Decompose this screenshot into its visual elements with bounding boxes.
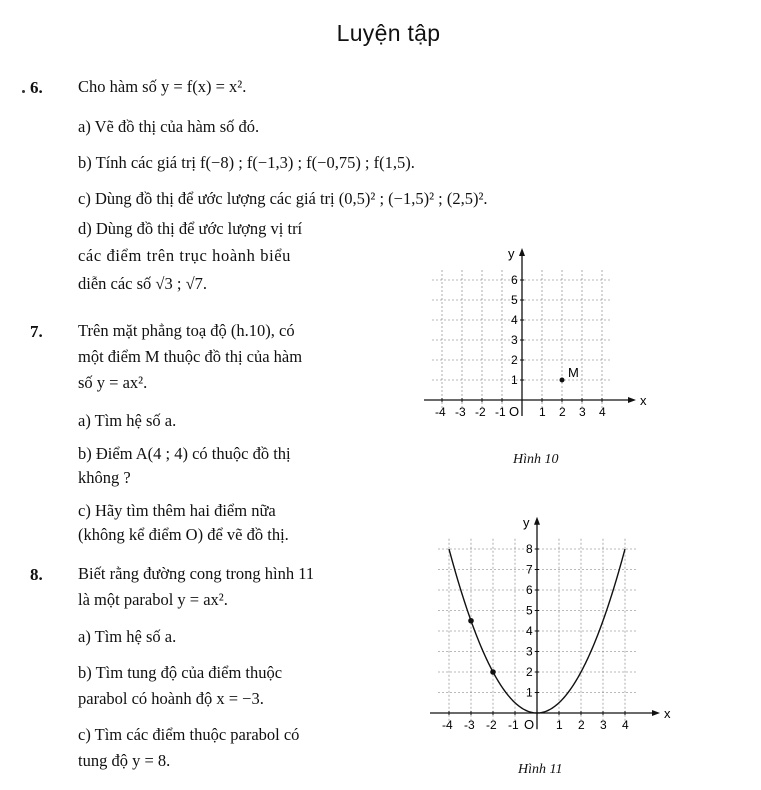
x-tick-label: 3 <box>579 405 586 419</box>
parabola-point <box>490 669 496 675</box>
figure-10-origin-label: O <box>509 404 520 419</box>
point-m-marker <box>560 378 565 383</box>
figure-10-chart <box>410 225 680 430</box>
x-tick-label: 4 <box>599 405 606 419</box>
y-tick-label: 4 <box>511 313 518 327</box>
x-tick-label: -1 <box>508 718 519 732</box>
exercise-7-number: 7. <box>30 322 43 341</box>
y-tick-label: 1 <box>526 685 533 700</box>
x-tick-label: 2 <box>559 405 566 419</box>
y-tick-label: 5 <box>511 293 518 307</box>
exercise-6-number: 6. <box>30 78 43 97</box>
exercise-6-intro: Cho hàm số y = f(x) = x². <box>78 77 247 96</box>
figure-10-caption: Hình 10 <box>513 452 559 467</box>
x-axis-arrow <box>628 397 636 403</box>
y-tick-label: 7 <box>526 562 533 577</box>
exercise-6-c: c) Dùng đồ thị để ước lượng các giá trị (0,5)² ; (−1,5)² ; (2,5)². <box>78 189 488 208</box>
y-tick-label: 2 <box>511 353 518 367</box>
figure-11-y-axis-label: y <box>523 514 530 530</box>
exercise-6-a: a) Vẽ đồ thị của hàm số đó. <box>78 117 260 136</box>
exercise-7-c-line1: c) Hãy tìm thêm hai điểm nữa <box>78 501 276 520</box>
exercise-7-intro-line3: số y = ax². <box>78 373 148 392</box>
exercise-6-d-line3: diễn các số √3 ; √7. <box>78 274 207 293</box>
x-tick-label: -3 <box>464 718 475 732</box>
x-tick-label: 3 <box>600 718 607 732</box>
x-tick-label: -4 <box>442 718 453 732</box>
x-tick-label: 1 <box>556 718 563 732</box>
exercise-8-intro-line1: Biết rằng đường cong trong hình 11 <box>78 564 315 583</box>
y-tick-label: 8 <box>526 542 533 556</box>
figure-10-y-axis-label: y <box>508 246 515 261</box>
exercise-6-b: b) Tính các giá trị f(−8) ; f(−1,3) ; f(−0,75) ; f(1,5). <box>78 153 415 172</box>
figure-10-x-ticks <box>435 398 606 419</box>
figure-11-axes <box>430 514 660 730</box>
exercise-6-d-line2: các điểm trên trục hoành biểu <box>78 246 292 265</box>
figure-10-x-axis-label: x <box>640 393 647 408</box>
exercise-8-b-line2: parabol có hoành độ x = −3. <box>78 689 264 708</box>
y-tick-label: 5 <box>526 603 533 618</box>
exercise-7-b-line2: không ? <box>78 468 131 487</box>
parabola-point <box>468 618 474 624</box>
exercise-8-c-line1: c) Tìm các điểm thuộc parabol có <box>78 725 300 744</box>
x-tick-label: 4 <box>622 718 629 732</box>
x-tick-label: -2 <box>486 718 497 732</box>
exercise-7-a: a) Tìm hệ số a. <box>78 411 177 430</box>
exercise-7-b-line1: b) Điểm A(4 ; 4) có thuộc đồ thị <box>78 444 291 463</box>
y-tick-label: 3 <box>511 333 518 347</box>
y-tick-label: 3 <box>526 644 533 659</box>
x-axis-arrow <box>652 710 660 716</box>
exercise-7-c-line2: (không kể điểm O) để vẽ đồ thị. <box>78 525 289 544</box>
x-tick-label: -1 <box>495 405 506 419</box>
exercise-8-b-line1: b) Tìm tung độ của điểm thuộc <box>78 663 283 682</box>
figure-11-origin-label: O <box>524 717 535 732</box>
exercise-8-number: 8. <box>30 565 43 584</box>
figure-11-chart <box>405 495 685 750</box>
margin-dot <box>22 90 25 93</box>
y-tick-label: 6 <box>511 273 518 287</box>
exercise-7-intro-line1: Trên mặt phẳng toạ độ (h.10), có <box>78 321 295 340</box>
x-tick-label: -2 <box>475 405 486 419</box>
y-tick-label: 4 <box>526 624 533 638</box>
figure-11-caption: Hình 11 <box>518 762 563 777</box>
exercise-8-intro-line2: là một parabol y = ax². <box>78 590 228 609</box>
exercise-6-d-line1: d) Dùng đồ thị để ước lượng vị trí <box>78 219 303 238</box>
point-m-label: M <box>568 365 579 380</box>
figure-11-x-ticks <box>442 711 629 732</box>
page-title: Luyện tập <box>336 20 441 46</box>
x-tick-label: 2 <box>578 718 585 732</box>
x-tick-label: -4 <box>435 405 446 419</box>
exercise-8-c-line2: tung độ y = 8. <box>78 751 171 770</box>
figure-10-axes <box>424 248 636 416</box>
y-tick-label: 2 <box>526 665 533 679</box>
y-axis-arrow <box>534 517 540 525</box>
x-tick-label: 1 <box>539 405 546 419</box>
exercise-8-a: a) Tìm hệ số a. <box>78 627 177 646</box>
exercise-7-intro-line2: một điểm M thuộc đồ thị của hàm <box>78 347 303 366</box>
y-axis-arrow <box>519 248 525 256</box>
figure-11-x-axis-label: x <box>664 706 671 721</box>
y-tick-label: 6 <box>526 583 533 597</box>
x-tick-label: -3 <box>455 405 466 419</box>
y-tick-label: 1 <box>511 373 518 387</box>
